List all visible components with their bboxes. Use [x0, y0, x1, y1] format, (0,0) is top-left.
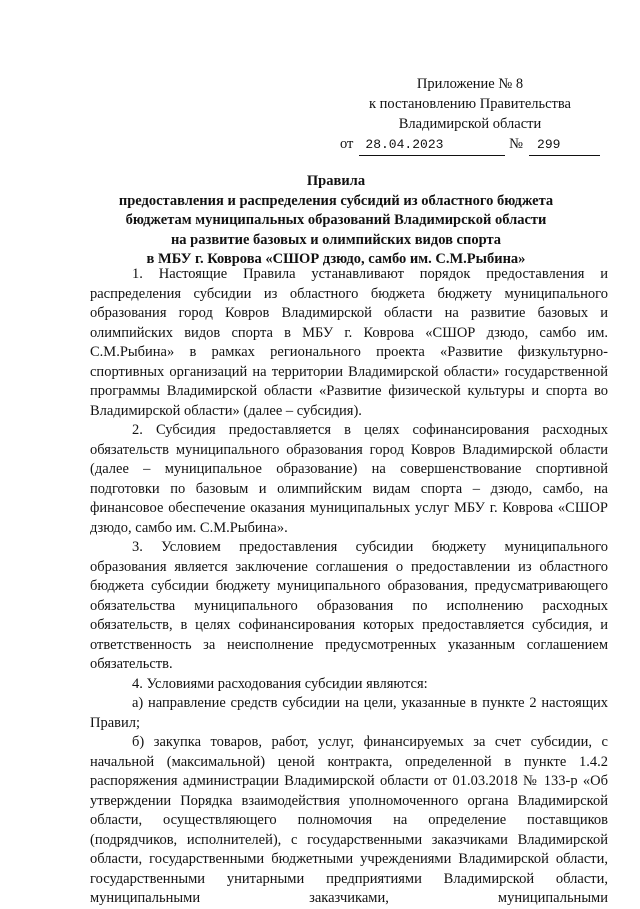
date-prefix: от [340, 136, 354, 152]
title-line-3: бюджетам муниципальных образований Владимирской области [125, 212, 547, 228]
decree-date: 28.04.2023 [359, 135, 505, 156]
title-line-1: Правила [306, 173, 366, 189]
paragraph-2: 2. Субсидия предоставляется в целях софинансирования расходных обязательств муниципального образования город Ковров Владимирской области (далее – муниципальное образование) на совершенствование спортивной подготовки по базовым и олимпийским видам спорта – дзюдо, самбо, на финансовое обеспечение оказания муниципальных услуг МБУ г. Коврова «СШОР дзюдо, самбо им. С.М.Рыбина». [90, 422, 608, 536]
document-title [96, 172, 576, 270]
document-body [90, 265, 608, 909]
appendix-number: Приложение № 8 [416, 76, 524, 92]
decree-number: 299 [529, 135, 600, 156]
paragraph-4a: а) направление средств субсидии на цели, указанные в пункте 2 настоящих Правил; [90, 695, 608, 731]
paragraph-4b: б) закупка товаров, работ, услуг, финансируемых за счет субсидии, с начальной (максимальной) ценой контракта, определенной в пункте 1.4.2 распоряжения администрации Владимирской области от 01.03.2018 № 133-р «Об утверждении Порядка взаимодействия уполномоченного органа Владимирской области, осуществляющего полномочия на определение поставщиков (подрядчиков, исполнителей), с государственными заказчиками Владимирской области, государственными бюджетными учреждениями Владимирской области, государственными унитарными предприятиями Владимирской области, муниципальными заказчиками, муниципальными [90, 734, 608, 906]
paragraph-3: 3. Условием предоставления субсидии бюджету муниципального образования является заключение соглашения о предоставлении из областного бюджета субсидии бюджету муниципального образования, предусматривающего обязательства муниципального образования по исполнению расходных обязательств, в целях софинансирования которых предоставляется субсидия, и ответственность за неисполнение предусмотренных указанным соглашением обязательств. [90, 539, 608, 672]
paragraph-4: 4. Условиями расходования субсидии являются: [132, 675, 428, 692]
appendix-header [340, 74, 600, 156]
paragraph-1: 1. Настоящие Правила устанавливают порядок предоставления и распределения субсидии из областного бюджета бюджету муниципального образования город Ковров Владимирской области на развитие базовых и олимпийских видов спорта в МБУ г. Коврова «СШОР дзюдо, самбо им. С.М.Рыбина» в рамках регионального проекта «Развитие физкультурно-спортивных организаций на территории Владимирской области» государственной программы Владимирской области «Развитие физической культуры и спорта во Владимирской области» (далее – субсидия). [90, 266, 608, 419]
title-line-5: в МБУ г. Коврова «СШОР дзюдо, самбо им. С.М.Рыбина» [146, 251, 526, 267]
number-prefix: № [509, 136, 524, 152]
title-line-2: предоставления и распределения субсидий из областного бюджета [118, 192, 554, 209]
appendix-decree-reference: к постановлению Правительства [369, 96, 571, 112]
appendix-region: Владимирской области [398, 116, 542, 132]
title-line-4: на развитие базовых и олимпийских видов спорта [170, 231, 502, 248]
appendix-date-line [340, 134, 600, 156]
